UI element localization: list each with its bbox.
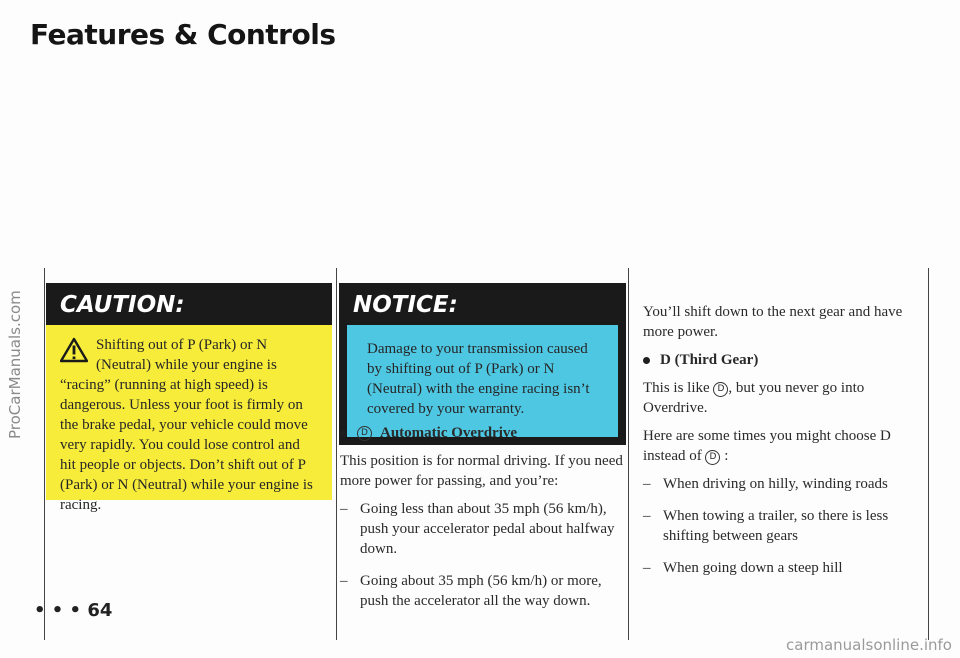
p1-before: This is like <box>643 380 710 396</box>
p2-before: Here are some times you might choose D instead of <box>643 428 891 464</box>
right-intro: You’ll shift down to the next gear and have more power. <box>643 304 903 340</box>
page-number-value: 64 <box>87 600 113 621</box>
right-column <box>643 302 923 590</box>
page-number <box>34 600 112 621</box>
list-item <box>340 499 625 559</box>
list-item <box>643 558 923 578</box>
column-rule-middle-right <box>628 268 629 640</box>
caution-body <box>46 325 332 513</box>
p1-after: , but you never go into Overdrive. <box>643 380 865 416</box>
list-item-text: When driving on hilly, winding roads <box>663 476 888 492</box>
list-item <box>340 571 625 611</box>
list-item-text: Going less than about 35 mph (56 km/h), push your accelerator pedal about halfway down. <box>360 501 615 557</box>
list-item-text: Going about 35 mph (56 km/h) or more, push the accelerator all the way down. <box>360 573 602 609</box>
bullet-dot <box>643 357 650 364</box>
third-gear-heading-text: D (Third Gear) <box>660 352 759 368</box>
overdrive-symbol: D <box>357 426 372 441</box>
overdrive-heading <box>340 423 625 443</box>
page-number-prefix: • • • <box>34 600 82 621</box>
bullet-dot <box>340 430 347 437</box>
overdrive-symbol: D <box>713 382 728 397</box>
list-item-text: When going down a steep hill <box>663 560 843 576</box>
overdrive-intro: This position is for normal driving. If you need more power for passing, and you’re: <box>340 453 623 489</box>
p2-after: : <box>724 448 729 464</box>
caution-heading: CAUTION: <box>46 283 332 325</box>
dash-marker: – <box>340 501 348 517</box>
column-rule-middle-left <box>336 268 337 640</box>
dash-marker: – <box>340 573 348 589</box>
dash-marker: – <box>643 560 651 576</box>
list-item-text: When towing a trailer, so there is less shifting between gears <box>663 508 889 544</box>
bottom-watermark: carmanualsonline.info <box>786 636 952 654</box>
middle-column <box>340 423 625 623</box>
page-title: Features & Controls <box>30 18 336 51</box>
list-item <box>643 474 923 494</box>
overdrive-symbol: D <box>705 450 720 465</box>
column-rule-right <box>928 268 929 640</box>
list-item <box>643 506 923 546</box>
overdrive-heading-text: Automatic Overdrive <box>380 425 518 441</box>
column-rule-left <box>44 268 45 640</box>
third-gear-paragraph-2 <box>643 426 923 466</box>
third-gear-heading <box>643 350 923 370</box>
side-watermark: ProCarManuals.com <box>6 290 24 440</box>
notice-heading: NOTICE: <box>339 283 626 325</box>
warning-triangle-icon <box>60 337 88 363</box>
dash-marker: – <box>643 508 651 524</box>
caution-box <box>46 283 332 513</box>
notice-box <box>339 283 626 445</box>
notice-text: Damage to your transmission caused by shifting out of P (Park) or N (Neutral) with the engine racing isn’t covered by your warranty. <box>367 341 590 417</box>
caution-text: Shifting out of P (Park) or N (Neutral) while your engine is “racing” (running at high speed) is dangerous. Unless your foot is firmly on the brake pedal, your vehicle could move very rapidly. You could lose control and hit people or objects. Don’t shift out of P (Park) or N (Neutral) while your engine is racing. <box>60 337 313 513</box>
third-gear-paragraph-1 <box>643 378 923 418</box>
dash-marker: – <box>643 476 651 492</box>
